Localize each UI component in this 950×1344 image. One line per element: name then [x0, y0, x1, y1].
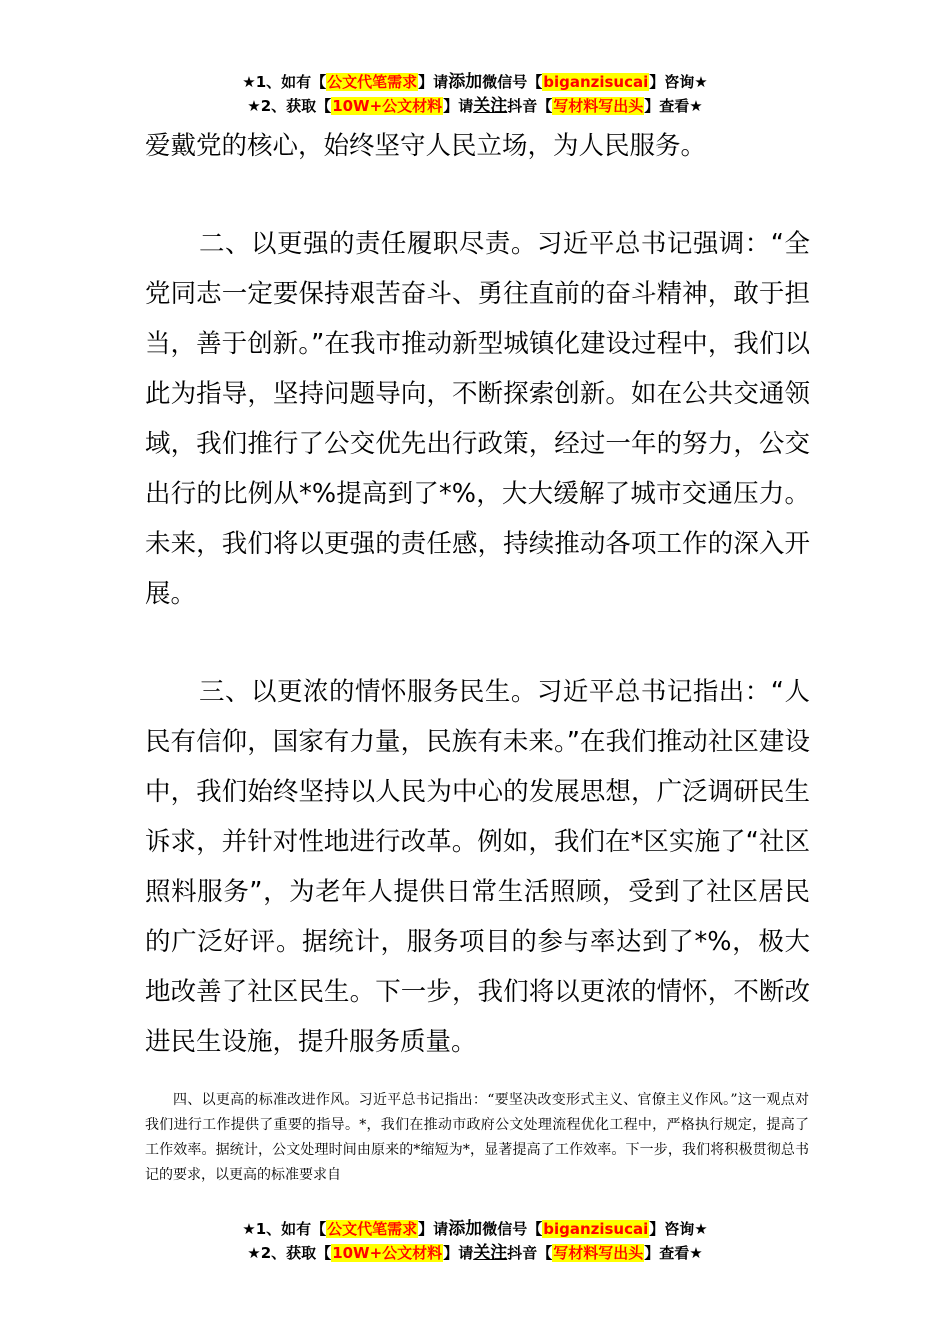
banner-line-1 [0, 1217, 950, 1241]
banner-text: 微信号【 [482, 73, 543, 91]
highlight-wechat-id: biganzisucai [543, 1220, 649, 1238]
banner-text: 】查看★ [644, 97, 703, 115]
bottom-banner [0, 1217, 950, 1265]
banner-text: 】请 [418, 1220, 449, 1238]
banner-text-emphasis: 添加 [448, 1219, 483, 1239]
document-body-section-3 [145, 667, 810, 1067]
document-body [145, 121, 810, 171]
paragraph-2: 二、以更强的责任履职尽责。习近平总书记强调：“全党同志一定要保持艰苦奋斗、勇往直前的奋斗精神，敢于担当，善于创新。”在我市推动新型城镇化建设过程中，我们以此为指导，坚持问题导向，不断探索创新。如在公共交通领域，我们推行了公交优先出行政策，经过一年的努力，公交出行的比例从*%提高到了*%，大大缓解了城市交通压力。未来，我们将以更强的责任感，持续推动各项工作的深入开展。 [145, 229, 810, 609]
banner-text: 1、如有【 [255, 73, 327, 91]
highlight-materials: 10W+公文材料 [332, 1244, 443, 1262]
paragraph-3: 三、以更浓的情怀服务民生。习近平总书记指出：“人民有信仰，国家有力量，民族有未来。”在我们推动社区建设中，我们始终坚持以人民为中心的发展思想，广泛调研民生诉求，并针对性地进行改革。例如，我们在*区实施了“社区照料服务”，为老年人提供日常生活照顾，受到了社区居民的广泛好评。据统计，服务项目的参与率达到了*%，极大地改善了社区民生。下一步，我们将以更浓的情怀，不断改进民生设施，提升服务质量。 [145, 677, 810, 1057]
intro-line: 爱戴党的核心，始终坚守人民立场，为人民服务。 [145, 131, 707, 161]
highlight-douyin-id: 写材料写出头 [553, 97, 644, 115]
banner-text: 抖音【 [507, 97, 553, 115]
banner-text: 】请 [443, 97, 474, 115]
banner-text-emphasis: 添加 [448, 72, 483, 92]
banner-text: 抖音【 [507, 1244, 553, 1262]
star-icon: ★ [247, 1244, 261, 1262]
banner-text: 】请 [418, 73, 449, 91]
banner-text: 】请 [443, 1244, 474, 1262]
banner-text: 2、获取【 [260, 1244, 332, 1262]
banner-text-emphasis: 关注 [473, 96, 508, 116]
star-icon: ★ [242, 1220, 256, 1238]
banner-text: 2、获取【 [260, 97, 332, 115]
banner-text: 1、如有【 [255, 1220, 327, 1238]
paragraph-4: 四、以更高的标准改进作风。习近平总书记指出：“要坚决改变形式主义、官僚主义作风。”这一观点对我们进行工作提供了重要的指导。*，我们在推动市政府公文处理流程优化工程中，严格执行规定，提高了工作效率。据统计，公文处理时间由原来的*缩短为*，显著提高了工作效率。下一步，我们将积极贯彻总书记的要求，以更高的标准要求自 [145, 1092, 809, 1183]
top-banner [0, 70, 950, 118]
banner-line-2 [0, 94, 950, 118]
highlight-materials: 10W+公文材料 [332, 97, 443, 115]
highlight-service: 公文代笔需求 [327, 1220, 418, 1238]
highlight-wechat-id: biganzisucai [543, 73, 649, 91]
star-icon: ★ [247, 97, 261, 115]
highlight-service: 公文代笔需求 [327, 73, 418, 91]
banner-line-2 [0, 1241, 950, 1265]
banner-text: 】查看★ [644, 1244, 703, 1262]
banner-text-emphasis: 关注 [473, 1243, 508, 1263]
banner-text: 】咨询★ [649, 73, 708, 91]
banner-line-1 [0, 70, 950, 94]
banner-text: 】咨询★ [649, 1220, 708, 1238]
banner-text: 微信号【 [482, 1220, 543, 1238]
document-body-section-2 [145, 219, 810, 619]
star-icon: ★ [242, 73, 256, 91]
highlight-douyin-id: 写材料写出头 [553, 1244, 644, 1262]
